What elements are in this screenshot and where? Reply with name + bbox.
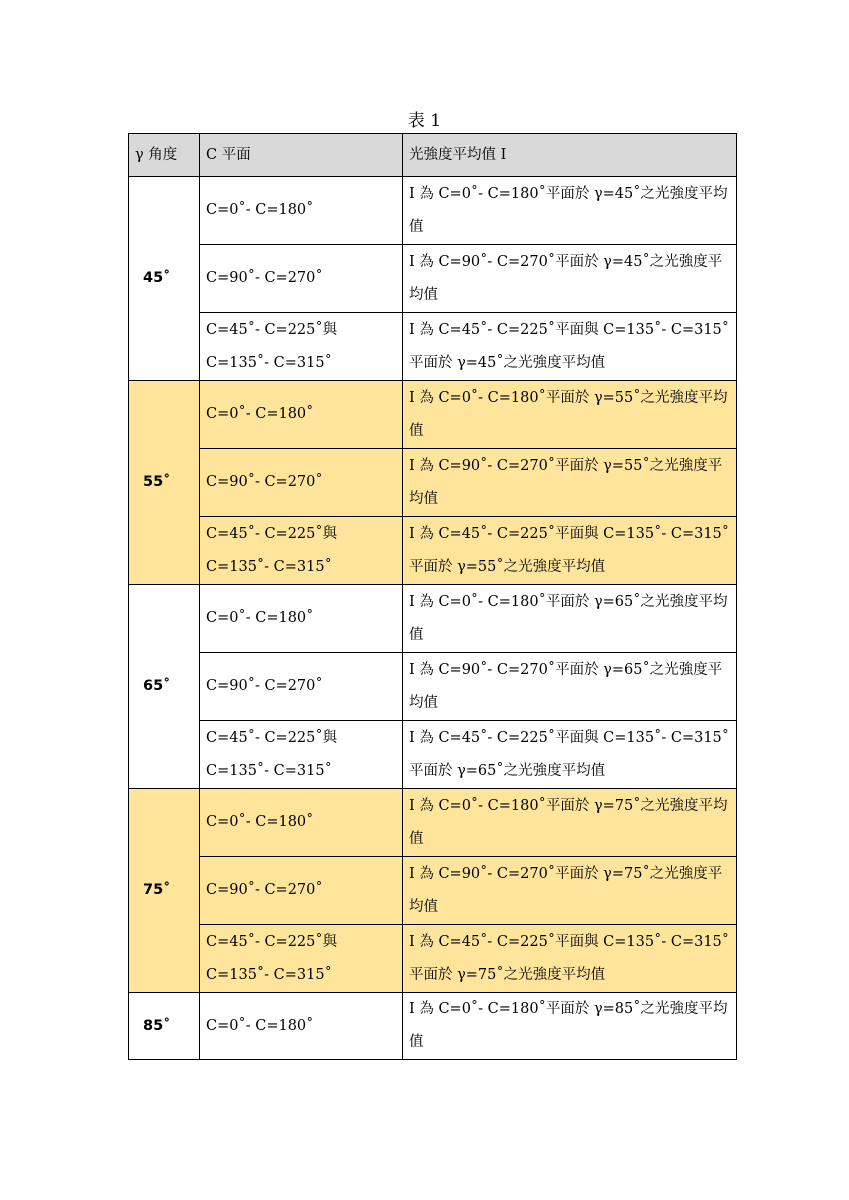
- intensity-description-cell: I 為 C=0˚- C=180˚平面於 γ=55˚之光強度平均值: [403, 381, 737, 449]
- c-plane-cell: C=90˚- C=270˚: [200, 653, 403, 721]
- table-row: [129, 517, 737, 585]
- table-row: [129, 245, 737, 313]
- intensity-description-cell: I 為 C=45˚- C=225˚平面與 C=135˚- C=315˚平面於 γ=65˚之光強度平均值: [403, 721, 737, 789]
- table-caption: 表 1: [407, 111, 442, 131]
- c-plane-cell: C=0˚- C=180˚: [200, 993, 403, 1060]
- c-plane-cell: C=45˚- C=225˚與C=135˚- C=315˚: [200, 721, 403, 789]
- c-plane-cell: C=45˚- C=225˚與C=135˚- C=315˚: [200, 925, 403, 993]
- intensity-description-cell: I 為 C=45˚- C=225˚平面與 C=135˚- C=315˚平面於 γ=75˚之光強度平均值: [403, 925, 737, 993]
- table-body: [129, 177, 737, 1060]
- gamma-angle-cell: 85˚: [129, 993, 200, 1060]
- table-row: [129, 313, 737, 381]
- table-header: [129, 134, 737, 177]
- c-plane-cell: C=90˚- C=270˚: [200, 449, 403, 517]
- table-row: [129, 925, 737, 993]
- gamma-angle-cell: 65˚: [129, 585, 200, 789]
- c-plane-cell: C=45˚- C=225˚與C=135˚- C=315˚: [200, 517, 403, 585]
- intensity-description-cell: I 為 C=0˚- C=180˚平面於 γ=75˚之光強度平均值: [403, 789, 737, 857]
- intensity-description-cell: I 為 C=45˚- C=225˚平面與 C=135˚- C=315˚平面於 γ=45˚之光強度平均值: [403, 313, 737, 381]
- c-plane-cell: C=90˚- C=270˚: [200, 857, 403, 925]
- table-row: [129, 381, 737, 449]
- intensity-description-cell: I 為 C=0˚- C=180˚平面於 γ=85˚之光強度平均值: [403, 993, 737, 1060]
- header-gamma-angle: γ 角度: [129, 134, 200, 177]
- c-plane-cell: C=45˚- C=225˚與C=135˚- C=315˚: [200, 313, 403, 381]
- intensity-description-cell: I 為 C=90˚- C=270˚平面於 γ=65˚之光強度平均值: [403, 653, 737, 721]
- header-c-plane: C 平面: [200, 134, 403, 177]
- gamma-angle-cell: 45˚: [129, 177, 200, 381]
- gamma-angle-cell: 75˚: [129, 789, 200, 993]
- table-row: [129, 721, 737, 789]
- c-plane-cell: C=0˚- C=180˚: [200, 585, 403, 653]
- intensity-description-cell: I 為 C=45˚- C=225˚平面與 C=135˚- C=315˚平面於 γ=55˚之光強度平均值: [403, 517, 737, 585]
- c-plane-cell: C=0˚- C=180˚: [200, 789, 403, 857]
- c-plane-cell: C=0˚- C=180˚: [200, 381, 403, 449]
- table-row: [129, 789, 737, 857]
- table-row: [129, 857, 737, 925]
- light-intensity-table: [128, 133, 737, 1060]
- table-row: [129, 653, 737, 721]
- intensity-description-cell: I 為 C=90˚- C=270˚平面於 γ=45˚之光強度平均值: [403, 245, 737, 313]
- gamma-angle-cell: 55˚: [129, 381, 200, 585]
- header-intensity-average: 光強度平均值 I: [403, 134, 737, 177]
- table-row: [129, 449, 737, 517]
- header-row: [129, 134, 737, 177]
- table-row: [129, 993, 737, 1060]
- table-row: [129, 177, 737, 245]
- table-row: [129, 585, 737, 653]
- intensity-description-cell: I 為 C=90˚- C=270˚平面於 γ=75˚之光強度平均值: [403, 857, 737, 925]
- intensity-description-cell: I 為 C=0˚- C=180˚平面於 γ=65˚之光強度平均值: [403, 585, 737, 653]
- c-plane-cell: C=0˚- C=180˚: [200, 177, 403, 245]
- intensity-description-cell: I 為 C=90˚- C=270˚平面於 γ=55˚之光強度平均值: [403, 449, 737, 517]
- intensity-description-cell: I 為 C=0˚- C=180˚平面於 γ=45˚之光強度平均值: [403, 177, 737, 245]
- c-plane-cell: C=90˚- C=270˚: [200, 245, 403, 313]
